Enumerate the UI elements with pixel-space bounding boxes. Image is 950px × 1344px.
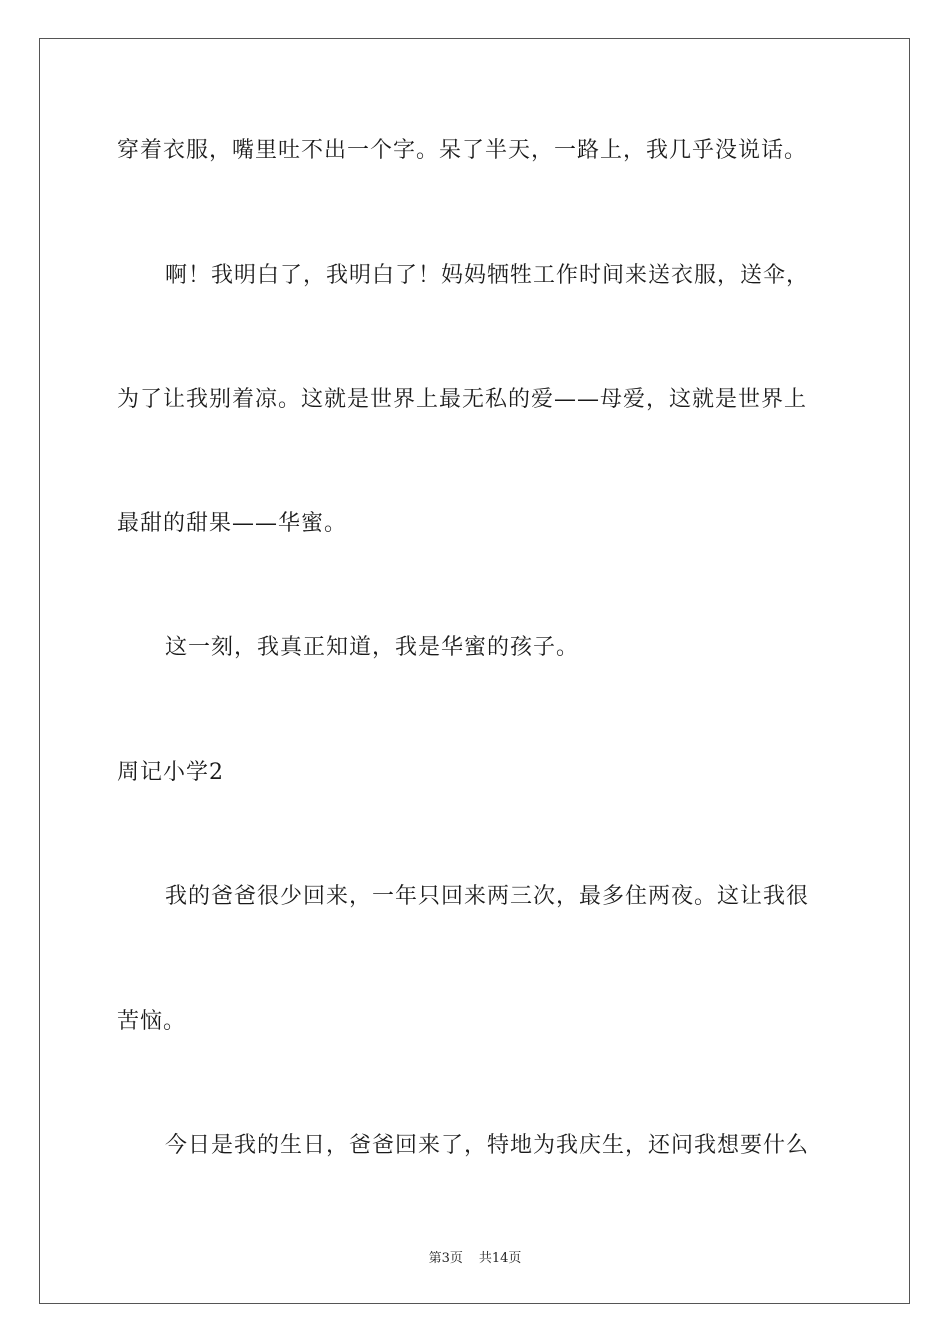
paragraph-line: 穿着衣服，嘴里吐不出一个字。呆了半天，一路上，我几乎没说话。 [117, 138, 808, 163]
page-frame [39, 38, 910, 1304]
page-total: 共14页 [478, 1251, 522, 1266]
paragraph-line: 我的爸爸很少回来，一年只回来两三次，最多住两夜。这让我很 [165, 884, 810, 909]
paragraph-line: 今日是我的生日，爸爸回来了，特地为我庆生，还问我想要什么 [165, 1133, 810, 1158]
section-heading: 周记小学2 [117, 760, 224, 785]
paragraph-line: 苦恼。 [117, 1009, 187, 1034]
page-footer [0, 1247, 950, 1266]
paragraph-line: 为了让我别着凉。这就是世界上最无私的爱——母爱，这就是世界上 [117, 387, 808, 412]
paragraph-line: 这一刻，我真正知道，我是华蜜的孩子。 [165, 635, 580, 660]
paragraph-line: 最甜的甜果——华蜜。 [117, 511, 348, 536]
paragraph-line: 啊！我明白了，我明白了！妈妈牺牲工作时间来送衣服，送伞， [165, 263, 810, 288]
page-number: 第3页 [428, 1251, 463, 1266]
